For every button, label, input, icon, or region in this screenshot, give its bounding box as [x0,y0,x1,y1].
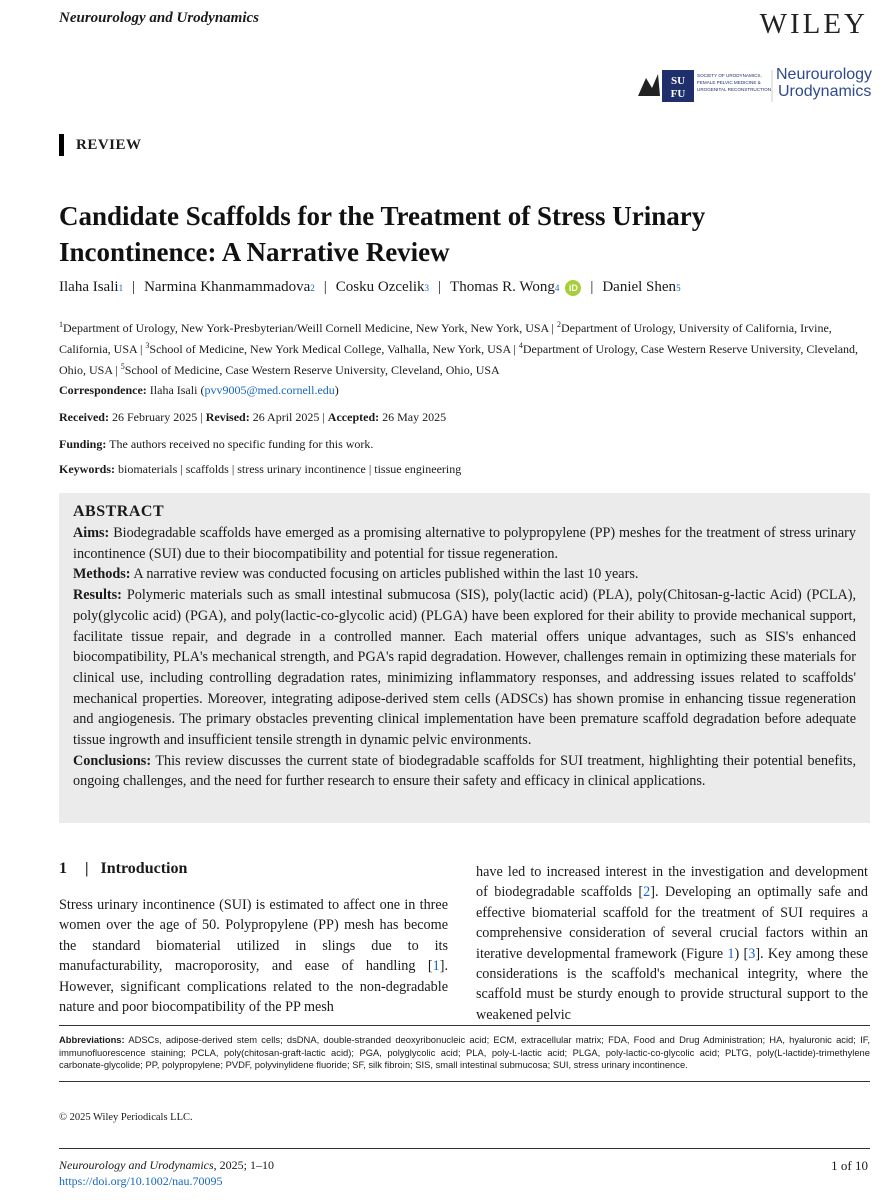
affil-separator: | [551,321,554,335]
orcid-icon[interactable]: iD [565,280,581,296]
svg-text:SU: SU [670,75,686,87]
section-separator: | [85,860,89,877]
author-list [59,279,681,296]
svg-text:SOCIETY OF URODYNAMICS,: SOCIETY OF URODYNAMICS, [697,73,762,78]
methods-label: Methods: [73,566,131,583]
aims-label: Aims: [73,525,110,541]
correspondence: Correspondence: Ilaha Isali (pvv9005@med.cornell.edu) [59,383,339,397]
section-title: Introduction [100,860,188,877]
footer-citation [59,1158,274,1173]
accepted-date: 26 May 2025 [382,410,447,424]
author-name[interactable]: Narmina Khanmammadova [144,279,311,295]
abbrev-rule [59,1025,870,1026]
author-separator: | [438,279,442,295]
section-number: 1 [59,860,67,877]
funding-label: Funding: [59,437,107,451]
article-title: Candidate Scaffolds for the Treatment of Stress Urinary Incontinence: A Narrative Review [59,201,706,267]
abstract-heading: ABSTRACT [73,503,165,520]
abstract-aims [73,523,856,564]
author-separator: | [323,279,327,295]
keywords-text: biomaterials | scaffolds | stress urinary incontinence | tissue engineering [118,462,462,476]
affil-sup: 2 [556,320,561,329]
abstract-box [59,493,870,823]
copyright: © 2025 Wiley Periodicals LLC. [59,1112,193,1123]
affiliation: Department of Urology, New York-Presbyterian/Weill Cornell Medicine, New York, New York, USA [63,321,549,335]
journal-logo-line1: Neurourology [776,66,873,83]
conclusions-label: Conclusions: [73,752,152,769]
results-text: Polymeric materials such as small intestinal submucosa (SIS), poly(lactic acid) (PLA), poly(Chitosan-g-lactic Acid) (PCLA), poly(glycolic acid) (PGA), and poly(lactic-co-glycolic acid) (PLGA) have been explored for their ability to provide mechanical support, facilitate tissue repair, and degrade in a controlled manner. Each material offers unique advantages, such as SIS's enhanced biocompatibility, PLA's mechanical strength, and PGA's rapid degradation. However, challenges remain in optimizing these materials for clinical use, including controlling degradation rates, minimizing inflammatory responses, and addressing issues related to scaffolds' mechanical properties. Moreover, integrating adipose-derived stem cells (ADSCs) has shown promise in enhancing tissue regeneration and angiogenesis. The primary obstacles preventing clinical implementation have been premature scaffold degradation before adequate tissue ingrowth and insufficient tensile strength in dynamic pelvic environments. [73,587,857,749]
body-text: ]. Key among these considerations is the scaffold's mechanical integrity, where the scaffold must be sturdy enough to provide structural support to the weakened pelvic [476,945,869,1023]
keywords [59,462,461,477]
affil-sup: 3 [145,341,150,350]
society-logos [636,66,873,106]
funding [59,437,373,452]
funding-text: The authors received no specific funding for this work. [109,437,374,451]
results-label: Results: [73,587,122,604]
affiliation: Department of Urology, University of California, Irvine, California, USA [59,321,832,356]
affil-sup: 5 [120,362,125,371]
author-separator: | [132,279,136,295]
affil-sup: 4 [518,341,523,350]
footer-journal: Neurourology and Urodynamics [59,1158,214,1172]
svg-text:UROGENITAL RECONSTRUCTION: UROGENITAL RECONSTRUCTION [697,87,772,92]
body-text: ]. Developing an optimally safe and effective biomaterial scaffold for the treatment of SUI requires a comprehensive consideration of several crucial factors within an iterative developmental framework (Figure [476,884,868,962]
affiliation: Department of Urology, Case Western Reserve University, Cleveland, Ohio, USA [59,342,859,377]
received-date: 26 February 2025 [111,410,198,424]
page-number: 1 of 10 [831,1158,868,1173]
body-text: ) [ [734,945,749,962]
affil-sup: 1 [59,320,63,329]
affil-separator: | [513,342,516,356]
body-column-left [59,895,448,1017]
author-sup: 2 [310,282,315,293]
body-text: Stress urinary incontinence (SUI) is estimated to affect one in three women over the age of 50. Polypropylene (PP) mesh has become the standard biomaterial utilized in slings due to its manufacturability, macroporosity, and ease of handling [ [59,897,448,975]
affiliation: School of Medicine, Case Western Reserve University, Cleveland, Ohio, USA [124,363,500,377]
journal-logo [776,66,872,100]
author-name[interactable]: Cosku Ozcelik [335,279,425,295]
publisher-logo: WILEY [759,8,868,40]
date-separator: | [322,410,325,424]
article-type [59,134,142,156]
abstract-methods [73,564,856,585]
abbreviations [59,1034,870,1072]
date-separator: | [200,410,203,424]
accepted-label: Accepted: [327,410,380,424]
abbrev-rule-bottom [59,1081,870,1082]
author-sup: 3 [424,282,430,293]
correspondence-label: Correspondence: [59,383,147,397]
reference-link[interactable]: 3 [748,945,756,962]
section-heading [59,860,187,878]
affil-separator: | [115,363,118,377]
body-text: ]. However, significant complications related to the non-degradable nature and poor biocompatibility of the PP mesh [59,958,448,1016]
revised-label: Revised: [205,410,250,424]
article-type-bar [59,134,64,156]
conclusions-text: This review discusses the current state of biodegradable scaffolds for SUI treatment, highlighting their potential benefits, ongoing challenges, and the need for further research to ensure their safety and efficacy in clinical applications. [73,752,856,790]
keywords-label: Keywords: [59,462,115,476]
reference-link[interactable]: 2 [643,884,651,901]
body-column-right [476,862,868,1025]
footer-year-pages: , 2025; 1–10 [213,1158,274,1172]
correspondence-email-link[interactable]: pvv9005@med.cornell.edu [204,383,335,397]
affil-separator: | [140,342,143,356]
article-type-label: REVIEW [76,136,142,153]
correspondence-name: Ilaha Isali [149,383,198,397]
svg-text:FEMALE PELVIC MEDICINE &: FEMALE PELVIC MEDICINE & [697,80,761,85]
journal-name: Neurourology and Urodynamics [59,10,260,26]
dates [59,410,446,425]
affiliation: School of Medicine, New York Medical College, Valhalla, New York, USA [149,342,511,356]
author-sup: 1 [118,282,124,293]
abstract-conclusions [73,751,856,792]
author-name[interactable]: Ilaha Isali [59,279,119,295]
author-sup: 4 [554,282,560,293]
methods-text: A narrative review was conducted focusing on articles published within the last 10 years. [133,566,639,583]
abstract-results [73,585,856,751]
figure-link[interactable]: 1 [727,945,735,962]
revised-date: 26 April 2025 [252,410,320,424]
author-name[interactable]: Daniel Shen [602,279,677,295]
abbreviations-label: Abbreviations: [59,1034,125,1045]
doi-link[interactable]: https://doi.org/10.1002/nau.70095 [59,1174,223,1188]
aims-text: Biodegradable scaffolds have emerged as a promising alternative to polypropylene (PP) meshes for the treatment of stress urinary incontinence (SUI) due to their biocompatibility and potential for tissue regeneration. [73,525,856,562]
journal-logo-line2: Urodynamics [778,83,872,100]
reference-link[interactable]: 1 [432,958,440,975]
abbreviations-text: ADSCs, adipose-derived stem cells; dsDNA, double-stranded deoxyribonucleic acid; ECM, extracellular matrix; FDA, Food and Drug Administration; HA, hyaluronic acid; IF, immunofluorescence staining; PCLA, poly(chitosan-graft-lactic acid); PGA, polyglycolic acid; PLA, poly-L-lactic acid; PLGA, poly-lactic-co-glycolic acid; PLTG, poly(L-lactide)-trimethylene carbonate-glycolide; PP, polypropylene; PVDF, polyvinylidene fluoride; SF, silk fibroin; SIS, small intestinal submucosa; SUI, stress urinary incontinence. [59,1034,870,1071]
body-text: have led to increased interest in the investigation and development of biodegradable scaffolds [ [476,864,868,901]
received-label: Received: [59,410,109,424]
author-sup: 5 [676,282,681,293]
svg-text:FU: FU [670,88,686,100]
author-name[interactable]: Thomas R. Wong [450,279,555,295]
affiliations [59,316,859,379]
author-separator: | [590,279,594,295]
footer-rule [59,1148,870,1149]
